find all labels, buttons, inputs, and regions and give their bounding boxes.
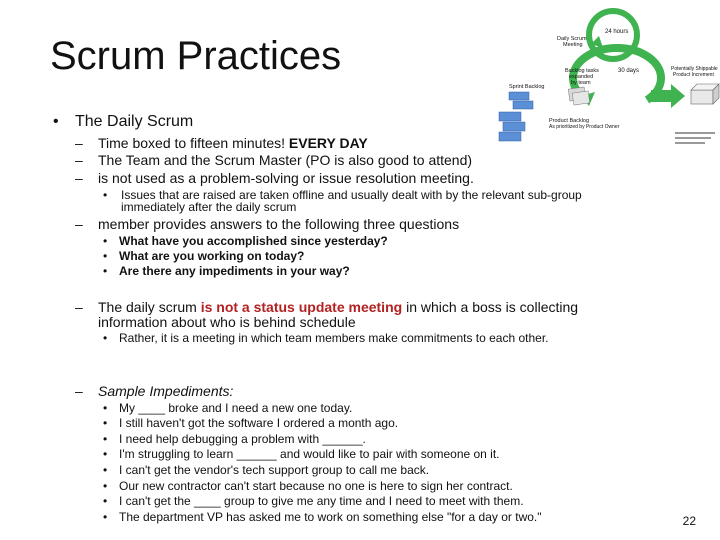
status-highlight: is not a status update meeting [200,299,403,315]
impediment-marker: • [103,447,108,461]
product-increment-box [691,90,713,104]
sample-impediments-heading: Sample Impediments: [98,383,234,399]
sub-issues-offline: Issues that are raised are taken offline and usually dealt with by the relevant sub-group [121,188,582,202]
item-team-attend: The Team and the Scrum Master (PO is also good to attend) [98,152,473,168]
product-backlog-stack [503,122,525,131]
page-number: 22 [682,514,696,528]
slide-title: Scrum Practices [50,34,342,78]
dash-marker: – [75,383,83,399]
product-backlog-stack [499,112,521,121]
status-post: in which a boss is collecting [402,299,579,315]
dash-marker: – [75,135,83,151]
hours-label: 24 hours [605,29,629,35]
impediment-marker: • [103,479,108,493]
item-timeboxed-text: Time boxed to fifteen minutes! [98,135,289,151]
main-bullet-marker: • [53,113,59,130]
daily-scrum-label: Daily Scrum [557,36,587,42]
dash-marker: – [75,216,83,232]
question-marker: • [103,234,108,248]
increment-caption-block [675,137,711,139]
list-item: The department VP has asked me to work on something else "for a day or two." [119,510,542,524]
dash-marker: – [75,170,83,186]
status-pre: The daily scrum [98,299,201,315]
product-backlog-stack [499,132,521,141]
sub-issues-offline-cont: immediately after the daily scrum [121,200,297,214]
sprint-backlog-stack [509,92,529,100]
question-marker: • [103,249,108,263]
impediment-marker: • [103,510,108,524]
increment-label-line2: Product Increment [673,72,714,78]
daily-scrum-label-line2: Meeting [563,42,583,48]
product-backlog-label-line2: As prioritized by Product Owner [549,124,620,130]
item-every-day: EVERY DAY [288,135,368,151]
impediment-marker: • [103,416,108,430]
backlog-tasks-label: Backlog tasks [565,68,599,74]
dash-marker: – [75,152,83,168]
increment-caption-block [675,132,715,134]
sub-rather-commitments: Rather, it is a meeting in which team members make commitments to each other. [119,331,549,345]
dash-marker: – [75,299,83,315]
item-not-problem-solving: is not used as a problem-solving or issue resolution meeting. [98,170,474,186]
item-status-update-cont: information about who is behind schedule [98,314,356,330]
question-working-on: What are you working on today? [119,249,305,263]
list-item: I need help debugging a problem with ______. [119,432,366,446]
sub-bullet-marker: • [103,188,108,202]
question-marker: • [103,264,108,278]
product-backlog-label: Product Backlog [549,118,590,124]
list-item: I can't get the vendor's tech support group to call me back. [119,463,430,477]
question-impediments: Are there any impediments in your way? [119,264,350,278]
item-member-answers: member provides answers to the following three questions [98,216,460,232]
backlog-tasks-label-line3: by team [571,80,591,86]
list-item: I still haven't got the software I ordered a month ago. [119,416,399,430]
days-label: 30 days [618,68,640,74]
impediment-marker: • [103,401,108,415]
impediment-marker: • [103,432,108,446]
increment-label: Potentially Shippable [671,66,718,72]
list-item: My ____ broke and I need a new one today. [119,401,353,415]
impediment-marker: • [103,494,108,508]
list-item: I can't get the ____ group to give me any time and I need to meet with them. [119,494,524,508]
list-item: I'm struggling to learn ______ and would like to pair with someone on it. [119,447,500,461]
scrum-process-diagram [495,0,720,150]
task-card [572,91,590,105]
item-status-update [98,299,578,315]
sprint-backlog-label: Sprint Backlog [509,84,545,90]
sprint-backlog-stack [513,101,533,109]
question-accomplished: What have you accomplished since yesterday? [119,234,388,248]
main-bullet-daily-scrum: The Daily Scrum [75,113,194,130]
list-item: Our new contractor can't start because no one is here to sign her contract. [119,479,513,493]
item-timeboxed [98,135,368,151]
sub-bullet-marker: • [103,331,108,345]
increment-caption-block [675,142,705,144]
impediment-marker: • [103,463,108,477]
backlog-tasks-label-line2: expanded [569,74,594,80]
